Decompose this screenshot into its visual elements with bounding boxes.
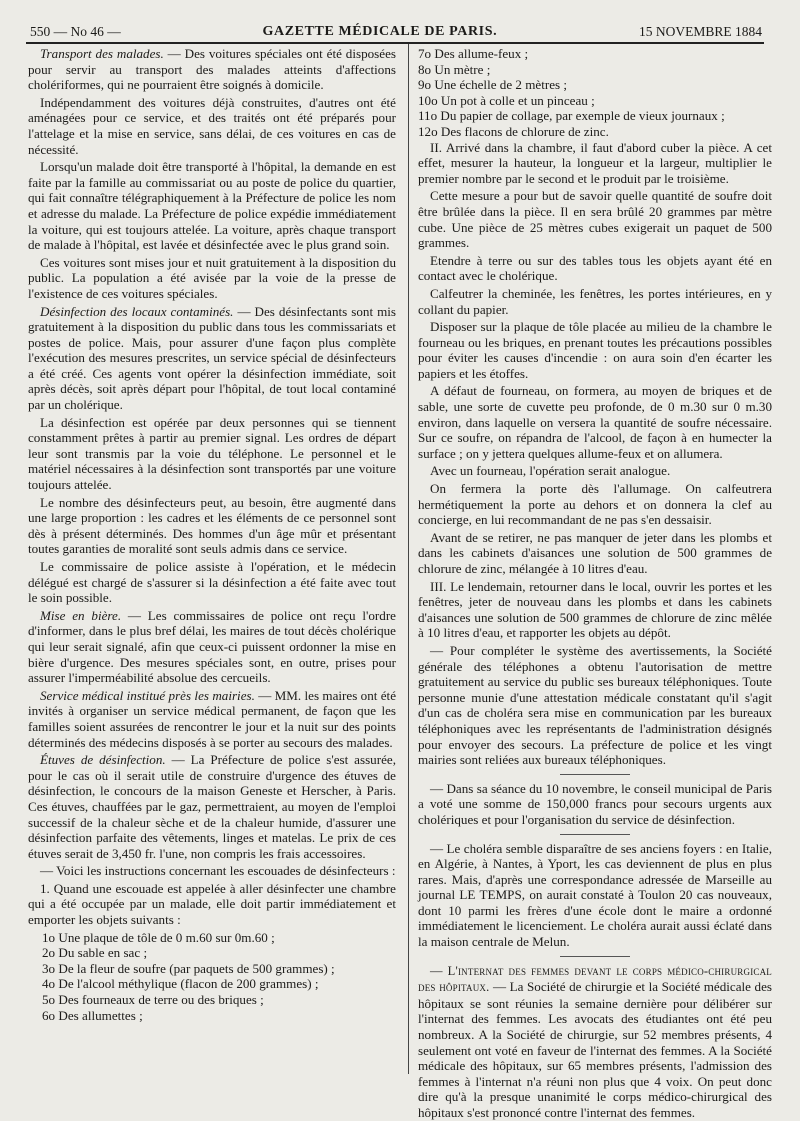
section-rubric: Mise en bière. [40, 607, 122, 623]
paragraph-text: Ces voitures sont mises jour et nuit gratuitement à la disposition du public. La population a été avisée par la voie de la presse de l'existence de ces voitures spéciales. [28, 254, 396, 301]
paragraph-text: 8o Un mètre ; [418, 61, 491, 77]
list-item [418, 108, 772, 124]
list-item [418, 124, 772, 140]
list-item [28, 992, 396, 1008]
left-column [28, 46, 396, 1076]
section-rubric: Étuves de désinfection. [40, 752, 166, 768]
section-rubric: — L'internat des femmes devant le corps médico-chirurgical des hôpitaux. [418, 963, 772, 995]
section-rubric: Transport des malades. [40, 46, 164, 61]
paragraph-text: Avec un fourneau, l'opération serait analogue. [430, 463, 671, 479]
paragraph [28, 495, 396, 557]
paragraph-text: — MM. les maires ont été invités à organiser un service médical permanent, de façon que les familles soient assurées de rencontrer le jour et la nuit sur des points déterminés des médecins disposés à se porter au secours des malades. [28, 687, 396, 750]
list-item [28, 930, 396, 946]
paragraph-text: III. Le lendemain, retourner dans le local, ouvrir les portes et les fenêtres, jeter de nouveau dans les plombs et dans les cabinets d'aisances une solution de 500 grammes de chlorure de zinc mêlée à 10 litres d'eau, et rapporter les objets au dépôt. [418, 578, 772, 641]
section-separator [560, 956, 630, 957]
paragraph [418, 643, 772, 768]
paragraph-text: Calfeutrer la cheminée, les fenêtres, les portes intérieures, en y collant du papier. [418, 285, 772, 317]
list-item [418, 62, 772, 78]
paragraph-text: — Le choléra semble disparaître de ses anciens foyers : en Italie, en Algérie, à Nantes, à Yport, les cas deviennent de plus en plus rares. Mais, d'après une correspondance adressée de Marseille au journal LE TEMPS, on aurait constaté à Toulon 20 cas nouveaux, dont 10 parmi les frères d'une école dont le maire a ordonné immédiatement le licenciement. Le choléra aurait aussi éclaté dans la maison centrale de Melun. [418, 840, 772, 950]
paragraph [418, 319, 772, 381]
section-separator [560, 774, 630, 775]
paragraph-text: II. Arrivé dans la chambre, il faut d'abord cuber la pièce. A cet effet, mesurer la hauteur, la longueur et la largeur, multiplier le premier nombre par le second et le produit par le troisième. [418, 139, 772, 186]
paragraph [418, 481, 772, 528]
section-rubric: Désinfection des locaux contaminés. [40, 303, 234, 319]
paragraph-text: La désinfection est opérée par deux personnes qui se tiennent constamment prêtes à partir au premier signal. Les ordres de départ leur sont transmis par la voie du téléphone. Le personnel et le matériel nécessaires à la désinfection sont transportés par une voiture toujours attelée. [28, 414, 396, 493]
paragraph-text: 1o Une plaque de tôle de 0 m.60 sur 0m.60 ; [42, 929, 275, 945]
paragraph-text: — La Préfecture de police s'est assurée, pour le cas où il serait utile de construire d'urgence des étuves de désinfection, le concours de la maison Geneste et Herscher, à Paris. Ces étuves, chauffées par le gaz, permettraient, au moyen de l'emploi successif de la chaleur sèche et de la chaleur humide, d'assurer une désinfection parfaite des vêtements, linges et matelas. Le prix de ces étuves serait de 3,450 fr. l'une, non compris les frais accessoires. [28, 752, 396, 861]
paragraph [418, 188, 772, 250]
paragraph [28, 46, 396, 93]
paragraph-text: Le commissaire de police assiste à l'opération, et le médecin délégué est chargé de s'assurer si la désinfection a été faite avec tout le soin possible. [28, 559, 396, 606]
header-rule [26, 42, 764, 44]
paragraph-text: 1. Quand une escouade est appelée à aller désinfecter une chambre qui a été occupée par un malade, elle doit partir immédiatement et emporter les objets suivants : [28, 880, 396, 928]
paragraph-text: 9o Une échelle de 2 mètres ; [418, 77, 568, 93]
paragraph-text: Cette mesure a pour but de savoir quelle quantité de soufre doit être brûlée dans la pièce. Il en sera brûlé 20 grammes par mètre cube. Une pièce de 25 mètres cubes exigerait un paquet de 500 grammes. [418, 188, 772, 251]
paragraph [418, 383, 772, 461]
paragraph [418, 463, 772, 479]
list-item [28, 945, 396, 961]
paragraph [418, 963, 772, 1121]
paragraph [28, 559, 396, 606]
section-separator [560, 834, 630, 835]
paragraph-text: — Voici les instructions concernant les escouades de désinfecteurs : [40, 863, 396, 879]
issue-date: 15 NOVEMBRE 1884 [638, 24, 762, 39]
paragraph-text: Etendre à terre ou sur des tables tous les objets ayant été en contact avec le cholérique. [418, 252, 772, 284]
list-item [28, 1008, 396, 1024]
paragraph-text: Indépendamment des voitures déjà construites, d'autres ont été aménagées pour ce service, et des traités ont été préparés pour l'attelage et la mise en service, sans délai, de ces voitures en cas de nécessité. [28, 94, 396, 157]
paragraph-text: 4o De l'alcool méthylique (flacon de 200 grammes) ; [42, 976, 319, 992]
paragraph [28, 95, 396, 157]
paragraph [28, 881, 396, 928]
paragraph [418, 253, 772, 284]
list-item [28, 961, 396, 977]
paragraph-text: — La Société de chirurgie et la Société médicale des hôpitaux se sont réunies la semaine dernière pour délibérer sur l'internat des femmes. Les avocats des étudiantes ont été peu nombreux. A la Société de chirurgie, sur 52 membres présents, 4 seulement ont voté en faveur de l'internat des femmes. A la Société médicale des hôpitaux, sur 65 membres présents, l'admission des femmes à l'internat n'a réuni non plus que 4 voix. On peut donc dire qu'à la presque unanimité le corps médico-chirurgical des hôpitaux s'est prononcé contre l'internat des femmes. [418, 979, 772, 1120]
paragraph-text: 5o Des fourneaux de terre ou des briques ; [42, 992, 264, 1008]
column-divider [408, 44, 409, 1074]
page-header [30, 16, 762, 40]
paragraph-text: 3o De la fleur de soufre (par paquets de 500 grammes) ; [42, 960, 335, 976]
paragraph-text: — Des voitures spéciales ont été disposées pour servir au transport des malades atteints d'affections cholériformes, qui ne pourraient être soignés à domicile. [28, 46, 396, 93]
paragraph-text: — Pour compléter le système des avertissements, la Société générale des téléphones a obtenu l'autorisation de mettre gratuitement au service du public ses bureaux téléphoniques. Toute personne munie d'une attestation médicale constatant qu'il s'agit d'un cas de choléra sera mise en communication par les bureaux téléphoniques avec les représentants de l'administration désignés pour envoyer des secours. La préfecture de police et les vingt mairies sont reliées aux bureaux téléphoniques. [418, 642, 772, 768]
paragraph [418, 579, 772, 641]
paragraph [418, 140, 772, 187]
paragraph [28, 304, 396, 413]
paragraph-text: — Les commissaires de police ont reçu l'ordre d'informer, dans le plus bref délai, les maires de tout décès cholérique qui leur serait signalé, afin que ceux-ci puissent ordonner la mise en bière d'urgence. Des mesures spéciales sont, en outre, prises pour assurer l'imperméabilité absolue des cercueils. [28, 607, 396, 686]
paragraph [28, 415, 396, 493]
paragraph [28, 608, 396, 686]
paragraph [418, 530, 772, 577]
paragraph-text: 10o Un pot à colle et un pinceau ; [418, 92, 595, 108]
paragraph-text: 11o Du papier de collage, par exemple de vieux journaux ; [418, 108, 725, 124]
paragraph [418, 286, 772, 317]
paragraph-text: Le nombre des désinfecteurs peut, au besoin, être augmenté dans une large proportion : les cadres et les éléments de ce personnel sont dès à présent déterminés. Des hommes d'un âge mûr et présentant toutes garanties de moralité sont seuls admis dans ce service. [28, 494, 396, 557]
paragraph [418, 781, 772, 828]
list-item [28, 976, 396, 992]
paragraph-text: 7o Des allume-feux ; [418, 46, 529, 61]
page-number-issue: 550 — No 46 — [30, 24, 121, 39]
list-item [418, 77, 772, 93]
paragraph-text: A défaut de fourneau, on formera, au moyen de briques et de sable, une sorte de cuvette peu profonde, de 0 m.30 sur 0 m.30 environ, dans laquelle on versera la quantité de soufre nécessaire. Sur ce soufre, on répandra de l'alcool, de façon à en humecter la surface ; on y jettera quelques allume-feux et on allumera. [418, 383, 772, 461]
paragraph-text: — Dans sa séance du 10 novembre, le conseil municipal de Paris a voté une somme de 150,000 francs pour secours urgents aux cholériques et pour l'organisation du service de désinfection. [418, 780, 772, 827]
paragraph [28, 255, 396, 302]
paragraph-text: Disposer sur la plaque de tôle placée au milieu de la chambre le fourneau ou les briques, en prenant toutes les précautions possibles pour éviter les causes d'incendie : on aura soin d'en écarter les papiers et les étoffes. [418, 319, 772, 381]
paragraph-text: Avant de se retirer, ne pas manquer de jeter dans les plombs et dans les cabinets d'aisances une solution de 500 grammes de chlorure de zinc, mélangée à 10 litres d'eau. [418, 529, 772, 576]
paragraph [28, 752, 396, 861]
paragraph-text: 6o Des allumettes ; [42, 1007, 143, 1023]
paragraph [28, 159, 396, 253]
right-column [418, 46, 772, 1120]
paragraph [28, 863, 396, 879]
paragraph [28, 688, 396, 750]
paragraph-text: Lorsqu'un malade doit être transporté à l'hôpital, la demande en est faite par la famille au commissariat ou au poste de police du quartier, qui fait connaître télégraphiquement à la Préfecture de police les nom et adresse du malade. La Préfecture de police expédie immédiatement la voiture, qui est toujours attelée. La voiture, après chaque transport de malade à l'hôpital, est lavée et désinfectée avec le plus grand soin. [28, 159, 396, 253]
list-item [418, 93, 772, 109]
paragraph-text: On fermera la porte dès l'allumage. On calfeutrera hermétiquement la porte au dehors et on donnera la clef au concierge, en lui recommandant de ne pas s'en dessaisir. [418, 481, 772, 528]
journal-title: GAZETTE MÉDICALE DE PARIS. [262, 24, 498, 39]
paragraph-text: 2o Du sable en sac ; [42, 945, 148, 961]
paragraph-text: — Des désinfectants sont mis gratuitement à la disposition du public dans tous les commissariats et postes de police. Mais, pour assurer d'une façon plus complète l'exécution des mesures prescrites, un service spécial de désinfecteurs a été créé. Ces agents vont opérer la désinfection immédiate, soit après décès, soit après départ pour l'hôpital, de tout local contaminé par un cholérique. [28, 303, 396, 413]
paragraph [418, 841, 772, 950]
list-item [418, 46, 772, 62]
paragraph-text: 12o Des flacons de chlorure de zinc. [418, 123, 609, 139]
section-rubric: Service médical institué près les mairies. [40, 687, 255, 703]
